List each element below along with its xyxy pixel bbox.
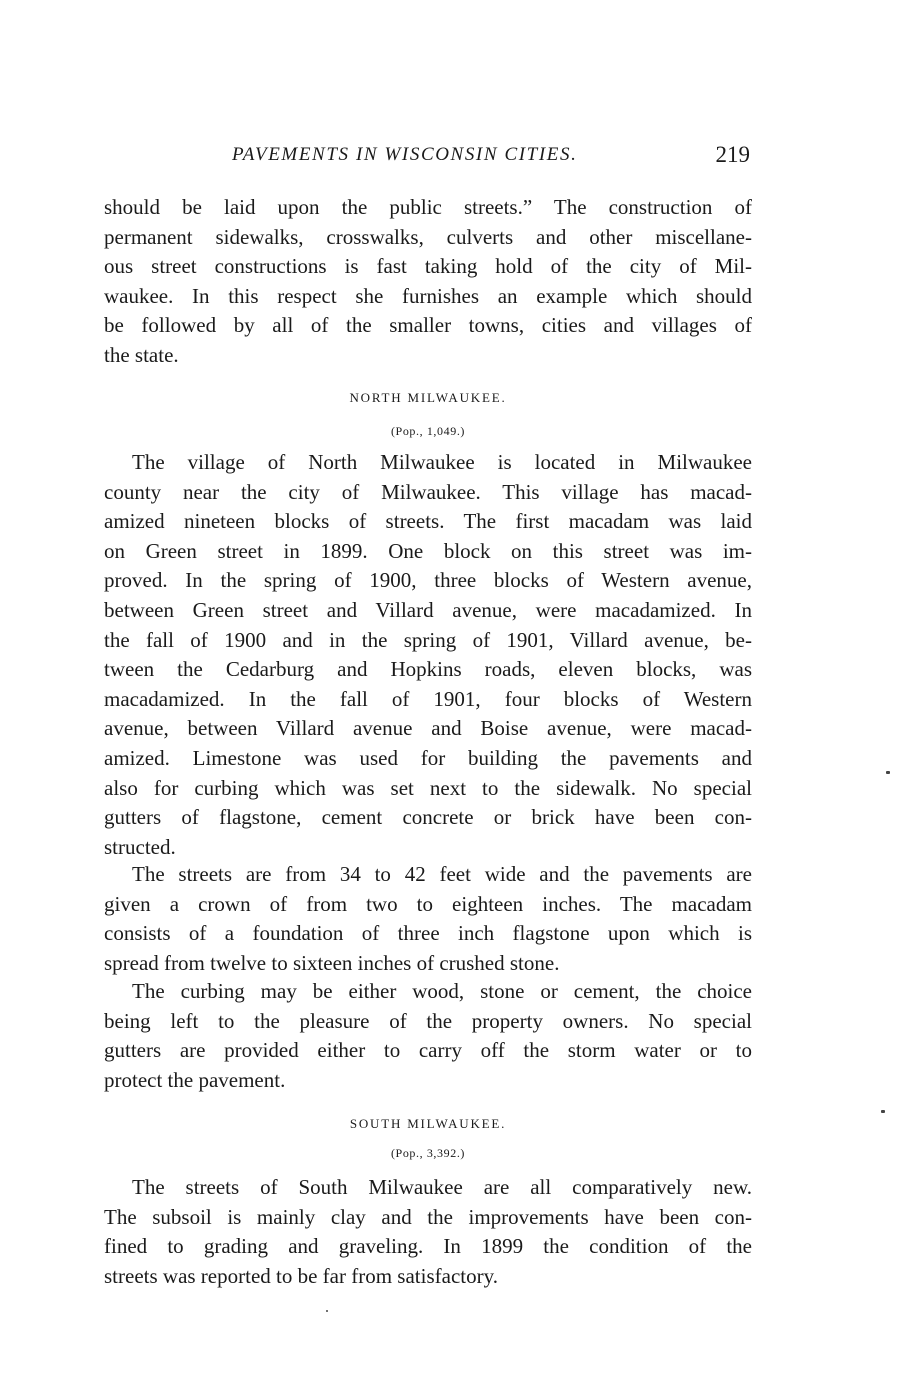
south-milwaukee-paragraph-1 xyxy=(104,1173,752,1291)
text-line: gutters are provided either to carry off the storm water or to xyxy=(104,1038,752,1063)
text-line: amized nineteen blocks of streets. The first macadam was laid xyxy=(104,509,752,534)
north-milwaukee-paragraph-1 xyxy=(104,448,752,862)
text-line: protect the pavement. xyxy=(104,1067,286,1092)
scan-speck xyxy=(886,771,890,774)
text-line: tween the Cedarburg and Hopkins roads, eleven blocks, was xyxy=(104,657,752,682)
text-line: The streets are from 34 to 42 feet wide and the pavements are xyxy=(132,862,752,886)
intro-paragraph xyxy=(104,193,752,371)
text-line: proved. In the spring of 1900, three blocks of Western avenue, xyxy=(104,568,752,593)
section-heading-north-milwaukee: NORTH MILWAUKEE. xyxy=(349,390,507,405)
text-line: fined to grading and graveling. In 1899 the condition of the xyxy=(104,1234,752,1259)
text-line: The curbing may be either wood, stone or cement, the choice xyxy=(132,979,752,1003)
text-line: waukee. In this respect she furnishes an example which should xyxy=(104,283,752,308)
text-line: the state. xyxy=(104,342,179,367)
text-line: structed. xyxy=(104,834,176,859)
text-line: county near the city of Milwaukee. This village has macad- xyxy=(104,479,752,504)
north-milwaukee-paragraph-3 xyxy=(104,977,752,1095)
running-head xyxy=(104,140,752,174)
text-line: amized. Limestone was used for building the pavements and xyxy=(104,745,752,770)
text-line: The streets of South Milwaukee are all comparatively new. xyxy=(132,1175,752,1199)
text-line: spread from twelve to sixteen inches of crushed stone. xyxy=(104,950,560,975)
text-line: given a crown of from two to eighteen inches. The macadam xyxy=(104,891,752,916)
text-line: on Green street in 1899. One block on this street was im- xyxy=(104,538,752,563)
text-line: gutters of flagstone, cement concrete or brick have been con- xyxy=(104,805,752,830)
population-south-milwaukee: (Pop., 3,392.) xyxy=(390,1146,466,1160)
running-title: PAVEMENTS IN WISCONSIN CITIES. xyxy=(232,144,578,165)
north-milwaukee-paragraph-2 xyxy=(104,860,752,978)
population-north-milwaukee: (Pop., 1,049.) xyxy=(390,424,466,438)
scan-speck xyxy=(326,1310,328,1312)
text-line: The subsoil is mainly clay and the improvements have been con- xyxy=(104,1204,752,1229)
text-line: The village of North Milwaukee is located in Milwaukee xyxy=(132,450,752,474)
text-line: ous street constructions is fast taking hold of the city of Mil- xyxy=(104,254,752,279)
text-line: being left to the pleasure of the property owners. No special xyxy=(104,1008,752,1033)
text-line: should be laid upon the public streets.” The construction of xyxy=(104,195,752,219)
text-line: macadamized. In the fall of 1901, four blocks of Western xyxy=(104,686,752,711)
text-line: also for curbing which was set next to the sidewalk. No special xyxy=(104,775,752,800)
text-line: consists of a foundation of three inch flagstone upon which is xyxy=(104,921,752,946)
text-line: be followed by all of the smaller towns, cities and villages of xyxy=(104,313,752,338)
section-heading-south-milwaukee: SOUTH MILWAUKEE. xyxy=(349,1116,507,1131)
scan-speck xyxy=(881,1110,885,1113)
text-line: avenue, between Villard avenue and Boise avenue, were macad- xyxy=(104,716,752,741)
page-number: 219 xyxy=(715,142,750,167)
text-line: between Green street and Villard avenue, were macadamized. In xyxy=(104,597,752,622)
text-line: streets was reported to be far from satisfactory. xyxy=(104,1263,498,1288)
text-line: the fall of 1900 and in the spring of 1901, Villard avenue, be- xyxy=(104,627,752,652)
text-line: permanent sidewalks, crosswalks, culverts and other miscellane- xyxy=(104,224,752,249)
